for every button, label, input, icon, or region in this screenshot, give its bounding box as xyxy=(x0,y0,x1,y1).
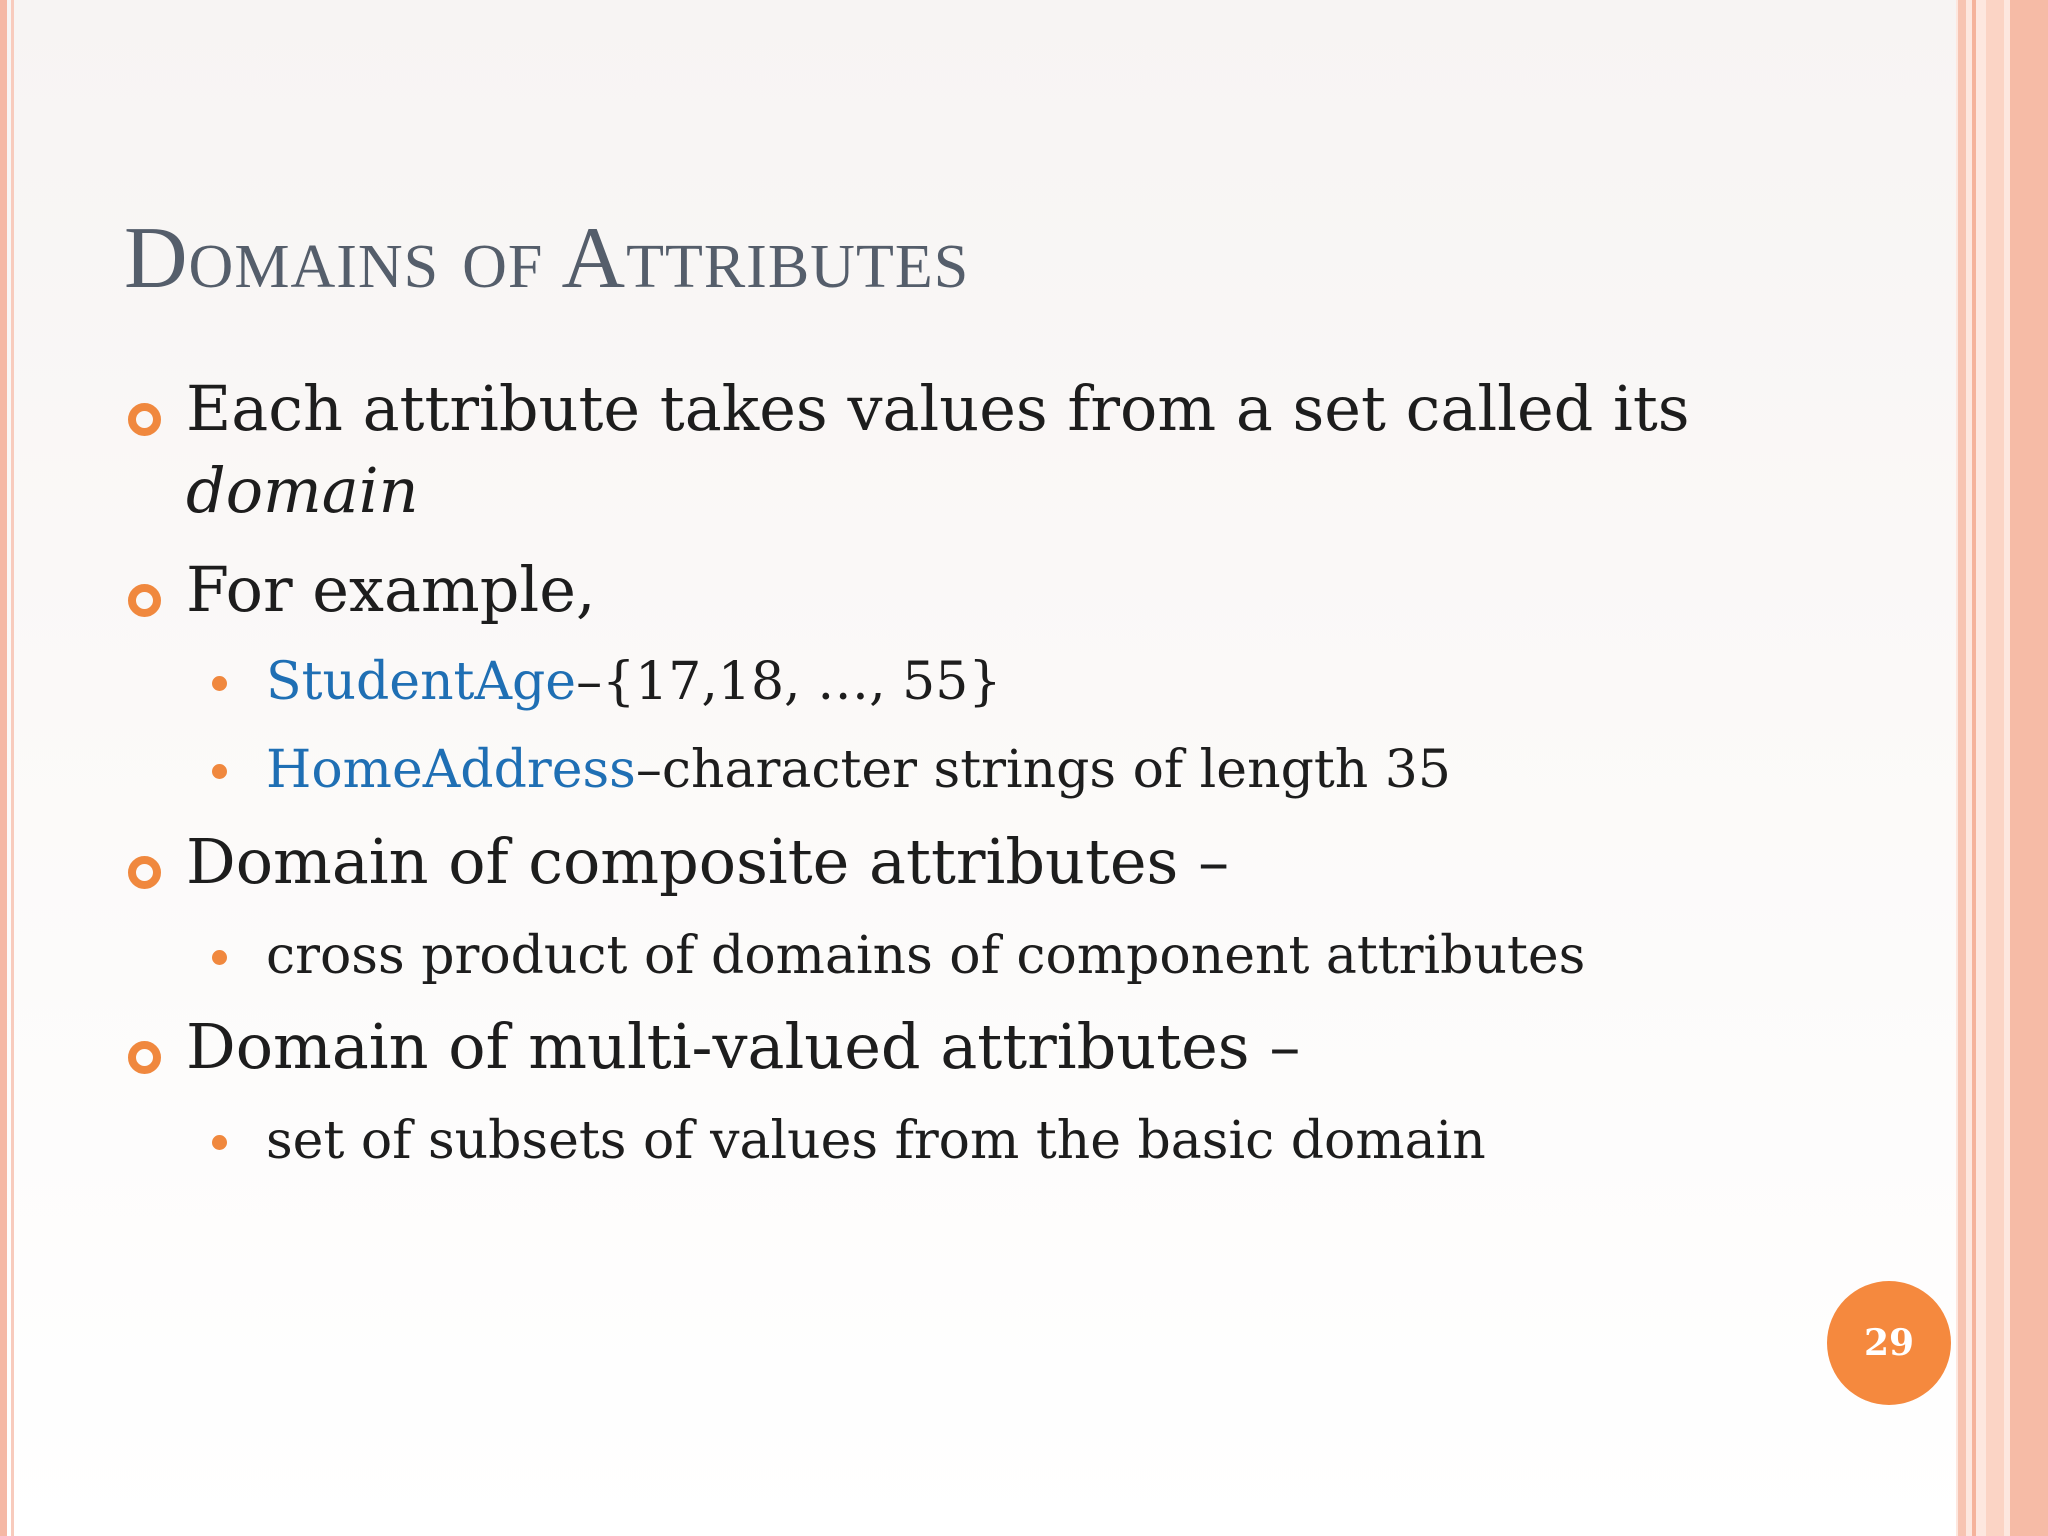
right-decorative-stripe xyxy=(1958,0,1966,1536)
bullet-text: For example, xyxy=(186,553,596,626)
left-decorative-stripe-thin xyxy=(11,0,14,1536)
attribute-term: HomeAddress xyxy=(266,740,636,800)
ring-bullet-icon xyxy=(128,856,161,889)
ring-bullet-icon xyxy=(128,403,161,436)
sub-bullet-text xyxy=(266,740,1451,800)
page-number-badge: 29 xyxy=(1827,1281,1951,1405)
bullet-text: Domain of multi-valued attributes – xyxy=(186,1010,1301,1083)
sub-bullet-text xyxy=(266,652,1001,712)
bullet-text-continuation: domain xyxy=(186,454,419,527)
attribute-domain: –character strings of length 35 xyxy=(635,740,1451,800)
dot-bullet-icon xyxy=(212,764,227,779)
bullet-text: Domain of composite attributes – xyxy=(186,825,1230,898)
left-decorative-stripe xyxy=(0,0,7,1536)
sub-bullet-text: cross product of domains of component attributes xyxy=(266,926,1586,986)
dot-bullet-icon xyxy=(212,676,227,691)
attribute-domain: –{17,18, …, 55} xyxy=(576,652,1002,712)
sub-bullet-text: set of subsets of values from the basic domain xyxy=(266,1111,1486,1171)
ring-bullet-icon xyxy=(128,584,161,617)
bullet-text: Each attribute takes values from a set called its xyxy=(186,372,1690,445)
dot-bullet-icon xyxy=(212,950,227,965)
slide-title: Domains of Attributes xyxy=(124,210,970,307)
right-decorative-stripe xyxy=(2010,0,2048,1536)
attribute-term: StudentAge xyxy=(266,652,577,712)
right-decorative-stripe xyxy=(1986,0,2004,1536)
right-decorative-stripe xyxy=(1972,0,1976,1536)
ring-bullet-icon xyxy=(128,1041,161,1074)
dot-bullet-icon xyxy=(212,1135,227,1150)
